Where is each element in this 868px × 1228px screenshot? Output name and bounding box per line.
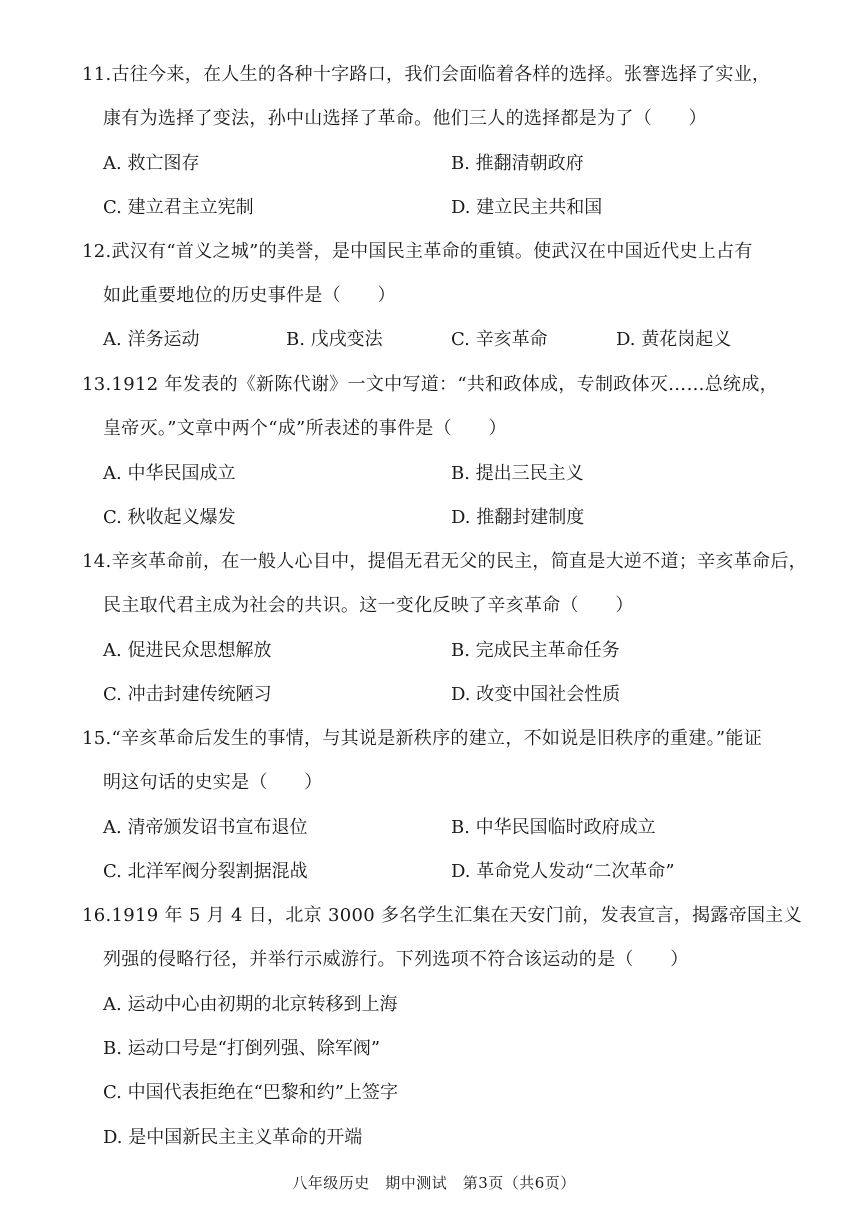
option-c[interactable]: C. 秋收起义爆发 (103, 507, 236, 528)
option-c[interactable]: C. 北洋军阀分裂割据混战 (103, 861, 308, 882)
question-13-line-1 (82, 373, 778, 397)
question-14-line-2: 民主取代君主成为社会的共识。这一变化反映了辛亥革命（ ） (103, 595, 634, 616)
question-text: 古往今来，在人生的各种十字路口，我们会面临着各样的选择。张謇选择了实业， (111, 64, 771, 85)
question-text: 1919 年 5 月 4 日，北京 3000 多名学生汇集在天安门前，发表宣言，揭露帝国主义 (111, 905, 802, 926)
option-a[interactable]: A. 洋务运动 (103, 329, 200, 350)
option-a[interactable]: A. 促进民众思想解放 (103, 640, 272, 661)
option-a[interactable]: A. 救亡图存 (103, 153, 200, 174)
question-16-line-2: 列强的侵略行径，并举行示威游行。下列选项不符合该运动的是（ ） (103, 949, 689, 970)
question-text: 1912 年发表的《新陈代谢》一文中写道：“共和政体成，专制政体灭……总统成， (111, 374, 778, 395)
option-b[interactable]: B. 运动口号是“打倒列强、除军阀” (103, 1038, 381, 1059)
option-b[interactable]: B. 推翻清朝政府 (451, 153, 584, 174)
option-d[interactable]: D. 是中国新民主主义革命的开端 (103, 1127, 363, 1148)
question-15-line-2: 明这句话的史实是（ ） (103, 772, 323, 793)
option-c[interactable]: C. 建立君主立宪制 (103, 197, 254, 218)
page-footer: 八年级历史 期中测试 第3页（共6页） (292, 1174, 576, 1192)
question-11-line-2: 康有为选择了变法，孙中山选择了革命。他们三人的选择都是为了（ ） (103, 108, 707, 129)
option-d[interactable]: D. 推翻封建制度 (451, 507, 585, 528)
question-text: “辛亥革命后发生的事情，与其说是新秩序的建立，不如说是旧秩序的重建。”能证 (111, 728, 763, 749)
option-d[interactable]: D. 黄花岗起义 (616, 329, 732, 350)
option-b[interactable]: B. 中华民国临时政府成立 (451, 817, 656, 838)
question-11-line-1 (82, 63, 770, 87)
question-number: 15. (82, 728, 112, 749)
option-c[interactable]: C. 中国代表拒绝在“巴黎和约”上签字 (103, 1082, 398, 1103)
option-a[interactable]: A. 清帝颁发诏书宣布退位 (103, 817, 308, 838)
question-12-line-2: 如此重要地位的历史事件是（ ） (103, 285, 396, 306)
question-number: 12. (82, 241, 112, 262)
question-15-line-1 (82, 727, 762, 751)
option-c[interactable]: C. 辛亥革命 (451, 329, 548, 350)
question-text: 武汉有“首义之城”的美誉，是中国民主革命的重镇。使武汉在中国近代史上占有 (111, 241, 753, 262)
question-13-line-2: 皇帝灭。”文章中两个“成”所表述的事件是（ ） (103, 418, 507, 439)
option-d[interactable]: D. 革命党人发动“二次革命” (451, 861, 675, 882)
option-b[interactable]: B. 完成民主革命任务 (451, 640, 620, 661)
option-a[interactable]: A. 中华民国成立 (103, 463, 236, 484)
question-number: 14. (82, 551, 112, 572)
question-16-line-1 (82, 904, 802, 928)
option-d[interactable]: D. 改变中国社会性质 (451, 684, 621, 705)
option-a[interactable]: A. 运动中心由初期的北京转移到上海 (103, 994, 398, 1015)
question-number: 11. (82, 64, 112, 85)
question-number: 13. (82, 374, 112, 395)
option-b[interactable]: B. 戊戌变法 (286, 329, 383, 350)
question-number: 16. (82, 905, 112, 926)
option-c[interactable]: C. 冲击封建传统陋习 (103, 684, 272, 705)
question-text: 辛亥革命前，在一般人心目中，提倡无君无父的民主，简直是大逆不道；辛亥革命后， (111, 551, 807, 572)
option-d[interactable]: D. 建立民主共和国 (451, 197, 603, 218)
question-14-line-1 (82, 550, 807, 574)
option-b[interactable]: B. 提出三民主义 (451, 463, 584, 484)
question-12-line-1 (82, 240, 753, 264)
